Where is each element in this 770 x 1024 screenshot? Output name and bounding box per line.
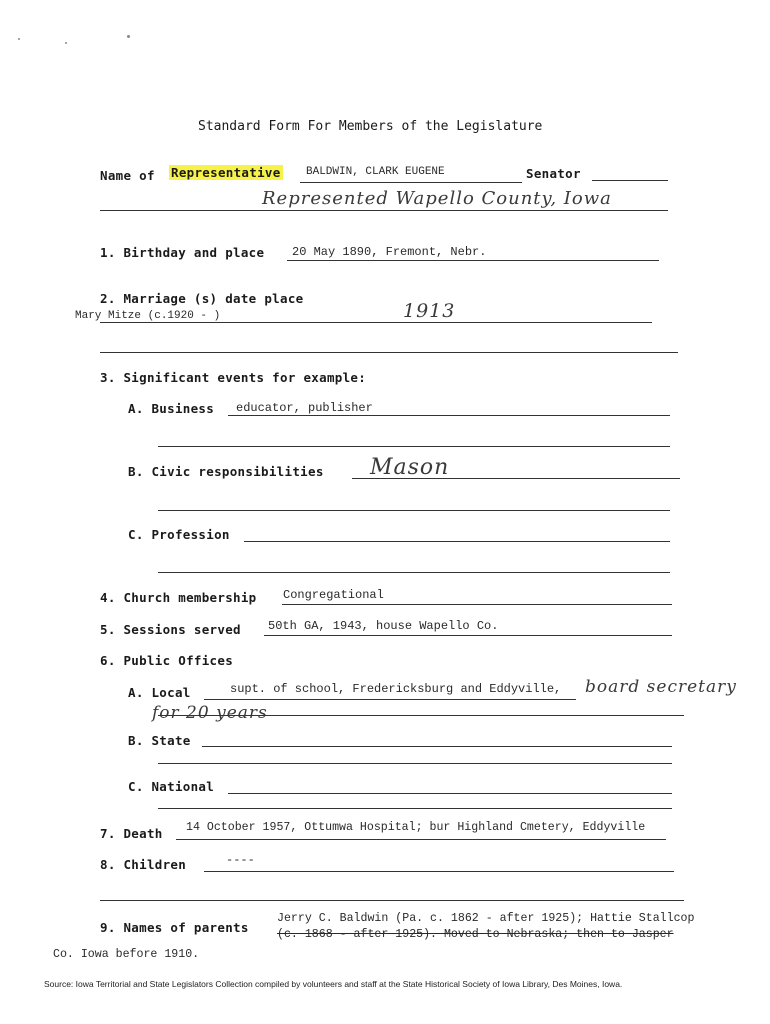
national-line-2 [158, 808, 672, 809]
name-handwritten-note: Represented Wapello County, Iowa [262, 188, 612, 209]
parents-line-2: (c. 1868 - after 1925). Moved to Nebraska; then to Jasper [277, 928, 674, 941]
marriage-value: Mary Mitze (c.1920 - ) [75, 310, 221, 322]
marriage-label: 2. Marriage (s) date place [100, 291, 304, 306]
birthday-line [287, 260, 659, 261]
local-handwritten-2: for 20 years [152, 703, 268, 723]
marriage-line-2 [100, 352, 678, 353]
children-line-2 [100, 900, 684, 901]
business-label: A. Business [128, 401, 215, 416]
source-footer: Source: Iowa Territorial and State Legislators Collection compiled by volunteers and staff at the State Historical Society of Iowa Library, Des Moines, Iowa. [44, 979, 623, 989]
sessions-line [264, 635, 672, 636]
scan-speck [18, 38, 20, 40]
local-handwritten-1: board secretary [585, 677, 737, 697]
national-line [228, 793, 672, 794]
state-line [202, 746, 672, 747]
name-value: BALDWIN, CLARK EUGENE [306, 166, 445, 178]
local-label: A. Local [128, 685, 191, 700]
state-label: B. State [128, 733, 191, 748]
church-label: 4. Church membership [100, 590, 257, 605]
civic-handwritten: Mason [370, 455, 450, 480]
death-label: 7. Death [100, 826, 163, 841]
scan-speck [65, 42, 67, 44]
church-line [282, 604, 672, 605]
profession-line-2 [158, 572, 670, 573]
birthday-label: 1. Birthday and place [100, 245, 265, 260]
name-second-line [100, 210, 668, 211]
local-line [204, 699, 576, 700]
civic-label: B. Civic responsibilities [128, 464, 324, 479]
parents-label: 9. Names of parents [100, 920, 249, 935]
state-line-2 [158, 763, 672, 764]
business-value: educator, publisher [236, 401, 373, 415]
children-line [204, 871, 674, 872]
national-label: C. National [128, 779, 215, 794]
birthday-value: 20 May 1890, Fremont, Nebr. [292, 245, 487, 259]
local-line-2 [158, 715, 684, 716]
church-value: Congregational [283, 588, 384, 602]
children-label: 8. Children [100, 857, 187, 872]
senator-line [592, 180, 668, 181]
business-line-2 [158, 446, 670, 447]
parents-line-3: Co. Iowa before 1910. [53, 948, 200, 961]
name-label: Name of [100, 168, 155, 183]
civic-line [352, 478, 680, 479]
profession-label: C. Profession [128, 527, 230, 542]
civic-line-2 [158, 510, 670, 511]
form-title: Standard Form For Members of the Legislature [198, 119, 543, 134]
marriage-line [100, 322, 652, 323]
local-value: supt. of school, Fredericksburg and Eddyville, [230, 682, 562, 696]
events-label: 3. Significant events for example: [100, 370, 367, 385]
marriage-year-handwritten: 1913 [403, 300, 456, 322]
death-value: 14 October 1957, Ottumwa Hospital; bur Highland Cmetery, Eddyville [186, 821, 646, 834]
death-line [176, 839, 666, 840]
representative-label: Representative [171, 165, 281, 180]
sessions-value: 50th GA, 1943, house Wapello Co. [268, 619, 499, 633]
parents-line-1: Jerry C. Baldwin (Pa. c. 1862 - after 1925); Hattie Stallcop [277, 912, 695, 925]
children-value: ---- [226, 853, 255, 867]
scan-speck [127, 35, 130, 38]
name-line [300, 182, 522, 183]
business-line [228, 415, 670, 416]
profession-line [244, 541, 670, 542]
senator-label: Senator [526, 166, 581, 181]
sessions-label: 5. Sessions served [100, 622, 241, 637]
offices-label: 6. Public Offices [100, 653, 234, 668]
